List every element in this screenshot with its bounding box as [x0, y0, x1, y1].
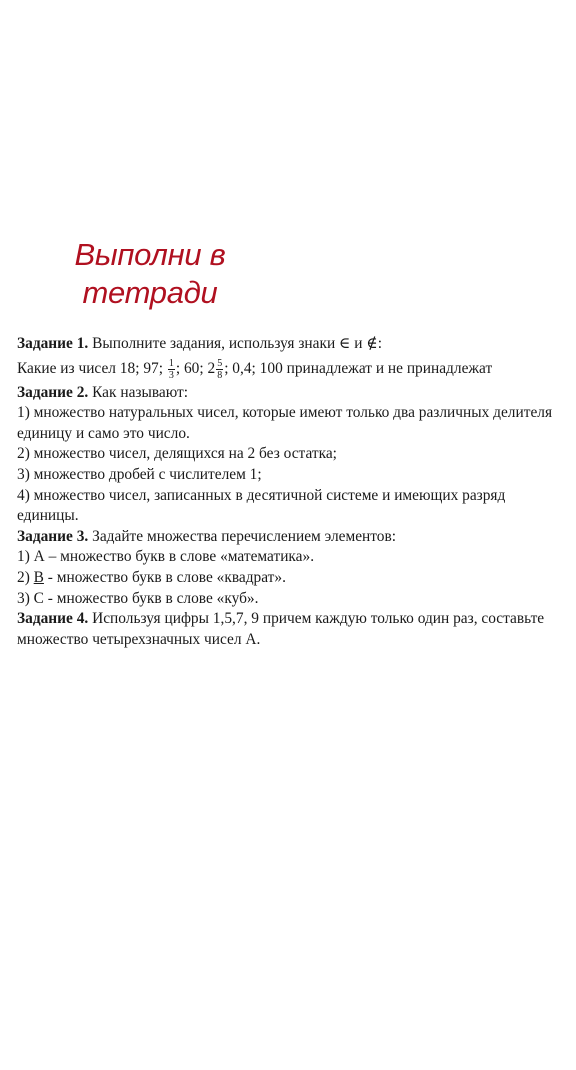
task-2-label: Задание 2. [17, 383, 89, 401]
task-4-instruction: Используя цифры 1,5,7, 9 причем каждую только один раз, составьте [88, 610, 545, 628]
task-2-item-4: 4) множество чисел, записанных в десятичной системе и имеющих разряд [17, 486, 506, 504]
task-1-question-mid: ; 60; 2 [175, 359, 216, 377]
task-3-item-3: 3) С - множество букв в слове «куб». [17, 589, 259, 607]
task-2-item-4-continued: единицы. [17, 507, 79, 525]
fraction-one-third [168, 358, 175, 381]
task-1-question-start: Какие из чисел 18; 97; [17, 359, 167, 377]
fraction-five-eighths [216, 358, 223, 381]
task-3-instruction: Задайте множества перечислением элементов: [88, 527, 397, 545]
task-1-label: Задание 1. [17, 335, 89, 352]
fraction-2-numerator: 5 [217, 357, 223, 369]
task-2-item-1: 1) множество натуральных чисел, которые имеют только два различных делителя [17, 404, 553, 422]
task-1-question-end: ; 0,4; 100 принадлежат и не принадлежат [224, 359, 493, 377]
task-1-heading-line [17, 334, 576, 355]
task-1-instruction: Выполните задания, используя знаки ∈ и ∉: [88, 335, 383, 352]
fraction-1-numerator: 1 [168, 357, 174, 369]
task-4-label: Задание 4. [17, 610, 89, 628]
task-3-item-2 [17, 568, 576, 589]
task-1-question-line [17, 355, 576, 383]
fraction-2-denominator: 8 [217, 369, 223, 381]
task-2-instruction: Как называют: [88, 383, 189, 401]
task-3-item-2-letter: В [33, 568, 44, 586]
exercise-document [17, 334, 576, 650]
task-4-continued: множество четырехзначных чисел А. [17, 630, 261, 648]
task-2-heading-line [17, 383, 576, 404]
task-3-item-1: 1) А – множество букв в слове «математика». [17, 548, 315, 566]
task-3-label: Задание 3. [17, 527, 89, 545]
fraction-1-denominator: 3 [168, 369, 174, 381]
task-2-item-1-continued: единицу и само это число. [17, 424, 190, 442]
task-3-heading-line [17, 527, 576, 548]
task-3-item-2-rest: - множество букв в слове «квадрат». [43, 568, 286, 586]
task-2-item-2: 2) множество чисел, делящихся на 2 без остатка; [17, 445, 337, 463]
task-2-item-3: 3) множество дробей с числителем 1; [17, 465, 262, 483]
heading-line-1: Выполни в [74, 237, 226, 272]
task-3-item-2-prefix: 2) [17, 568, 34, 586]
heading-line-2: тетради [82, 275, 218, 310]
task-4-heading-line [17, 609, 576, 630]
handwritten-heading [40, 236, 260, 312]
